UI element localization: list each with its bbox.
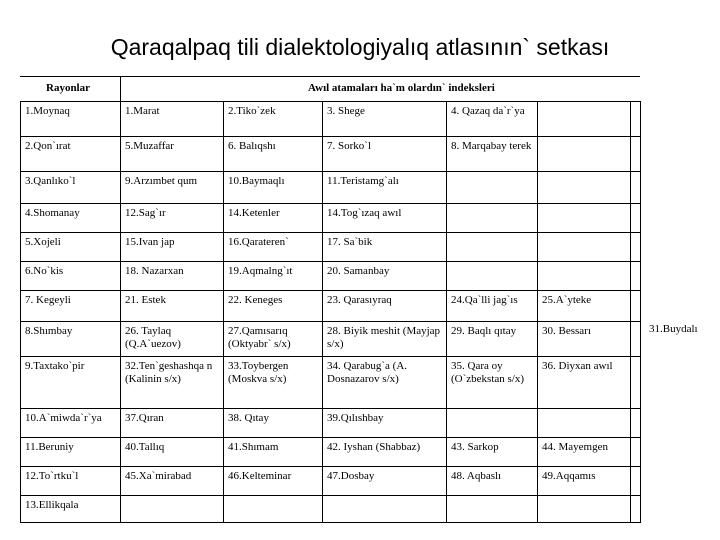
- atlas-grid-table: [20, 101, 641, 523]
- rayon-cell: 11.Beruniy: [21, 438, 121, 467]
- village-cell: 33.Toybergen (Moskva s/x): [224, 357, 323, 409]
- village-cell: 12.Sag`ır: [121, 204, 224, 233]
- village-cell: 3. Shege: [323, 102, 447, 137]
- rayon-cell: 8.Shımbay: [21, 322, 121, 357]
- table-row: [21, 137, 641, 172]
- header-top-line: [20, 76, 640, 77]
- village-cell: [631, 496, 641, 523]
- village-cell: 14.Tog`ızaq awıl: [323, 204, 447, 233]
- rayon-cell: 7. Kegeyli: [21, 291, 121, 322]
- village-cell: [631, 291, 641, 322]
- rayon-cell: 13.Ellikqala: [21, 496, 121, 523]
- village-cell: 23. Qarasıyraq: [323, 291, 447, 322]
- village-cell: 10.Baymaqlı: [224, 172, 323, 204]
- village-cell: [631, 137, 641, 172]
- rayon-cell: 6.No`kis: [21, 262, 121, 291]
- table-row: [21, 409, 641, 438]
- village-cell: 7. Sorko`l: [323, 137, 447, 172]
- village-cell: 41.Shımam: [224, 438, 323, 467]
- village-cell: 18. Nazarxan: [121, 262, 224, 291]
- village-cell: 42. Iyshan (Shabbaz): [323, 438, 447, 467]
- village-cell: 34. Qarabug`a (A. Dosnazarov s/x): [323, 357, 447, 409]
- village-cell: 6. Balıqshı: [224, 137, 323, 172]
- village-cell: 46.Kelteminar: [224, 467, 323, 496]
- village-cell: [631, 467, 641, 496]
- village-cell: 28. Biyik meshit (Mayjap s/x): [323, 322, 447, 357]
- village-cell: 14.Ketenler: [224, 204, 323, 233]
- extra-cell-buydali: 31.Buydalı: [649, 323, 698, 335]
- village-cell: [224, 496, 323, 523]
- village-cell: [538, 172, 631, 204]
- village-cell: 11.Teristamg`alı: [323, 172, 447, 204]
- village-cell: [447, 204, 538, 233]
- village-cell: [631, 357, 641, 409]
- village-cell: 43. Sarkop: [447, 438, 538, 467]
- village-cell: [631, 102, 641, 137]
- rayon-cell: 3.Qanlıko`l: [21, 172, 121, 204]
- village-cell: 47.Dosbay: [323, 467, 447, 496]
- rayon-cell: 12.To`rtku`l: [21, 467, 121, 496]
- village-cell: 24.Qa`lli jag`ıs: [447, 291, 538, 322]
- village-cell: [538, 409, 631, 438]
- village-cell: 48. Aqbaslı: [447, 467, 538, 496]
- village-cell: 49.Aqqamıs: [538, 467, 631, 496]
- village-cell: 36. Diyxan awıl: [538, 357, 631, 409]
- table-row: [21, 467, 641, 496]
- village-cell: 25.A`yteke: [538, 291, 631, 322]
- village-cell: [447, 496, 538, 523]
- village-cell: [447, 409, 538, 438]
- header-indexes: Awıl atamaları ha`m olardın` indeksleri: [308, 82, 495, 94]
- rayon-cell: 5.Xojeli: [21, 233, 121, 262]
- village-cell: 45.Xa`mirabad: [121, 467, 224, 496]
- village-cell: [631, 262, 641, 291]
- village-cell: [538, 496, 631, 523]
- table-row: [21, 438, 641, 467]
- village-cell: [538, 137, 631, 172]
- table-row: [21, 102, 641, 137]
- table-row: [21, 172, 641, 204]
- header-rayonlar: Rayonlar: [46, 82, 90, 94]
- village-cell: [631, 233, 641, 262]
- village-cell: 39.Qılıshbay: [323, 409, 447, 438]
- village-cell: 16.Qarateren`: [224, 233, 323, 262]
- table-row: [21, 291, 641, 322]
- village-cell: 21. Estek: [121, 291, 224, 322]
- village-cell: 4. Qazaq da`r`ya: [447, 102, 538, 137]
- village-cell: [631, 322, 641, 357]
- village-cell: 37.Qıran: [121, 409, 224, 438]
- table-row: [21, 204, 641, 233]
- village-cell: [631, 204, 641, 233]
- village-cell: 2.Tiko`zek: [224, 102, 323, 137]
- header-divider: [120, 76, 121, 101]
- village-cell: [447, 172, 538, 204]
- rayon-cell: 2.Qon`ırat: [21, 137, 121, 172]
- village-cell: 15.Ivan jap: [121, 233, 224, 262]
- village-cell: 8. Marqabay terek: [447, 137, 538, 172]
- village-cell: [631, 172, 641, 204]
- table-row: [21, 262, 641, 291]
- village-cell: 26. Taylaq (Q.A`uezov): [121, 322, 224, 357]
- village-cell: 32.Ten`geshashqa n (Kalinin s/x): [121, 357, 224, 409]
- rayon-cell: 10.A`miwda`r`ya: [21, 409, 121, 438]
- village-cell: [631, 438, 641, 467]
- village-cell: [631, 409, 641, 438]
- village-cell: [538, 262, 631, 291]
- village-cell: 29. Baqlı qıtay: [447, 322, 538, 357]
- village-cell: 35. Qara oy (O`zbekstan s/x): [447, 357, 538, 409]
- village-cell: 27.Qamısarıq (Oktyabr` s/x): [224, 322, 323, 357]
- village-cell: 22. Keneges: [224, 291, 323, 322]
- village-cell: 20. Samanbay: [323, 262, 447, 291]
- rayon-cell: 4.Shomanay: [21, 204, 121, 233]
- village-cell: 5.Muzaffar: [121, 137, 224, 172]
- page-title: Qaraqalpaq tili dialektologiyalıq atlasının` setkası: [110, 34, 610, 60]
- table-row: [21, 496, 641, 523]
- village-cell: 38. Qıtay: [224, 409, 323, 438]
- table-row: [21, 357, 641, 409]
- village-cell: [447, 262, 538, 291]
- village-cell: [538, 102, 631, 137]
- village-cell: 17. Sa`bik: [323, 233, 447, 262]
- village-cell: 9.Arzımbet qum: [121, 172, 224, 204]
- village-cell: [538, 233, 631, 262]
- village-cell: 40.Tallıq: [121, 438, 224, 467]
- village-cell: 44. Mayemgen: [538, 438, 631, 467]
- village-cell: [538, 204, 631, 233]
- village-cell: 19.Aqmalng`ıt: [224, 262, 323, 291]
- village-cell: [447, 233, 538, 262]
- village-cell: 1.Marat: [121, 102, 224, 137]
- village-cell: 30. Bessarı: [538, 322, 631, 357]
- village-cell: [323, 496, 447, 523]
- rayon-cell: 9.Taxtako`pir: [21, 357, 121, 409]
- table-row: [21, 322, 641, 357]
- table-row: [21, 233, 641, 262]
- village-cell: [121, 496, 224, 523]
- rayon-cell: 1.Moynaq: [21, 102, 121, 137]
